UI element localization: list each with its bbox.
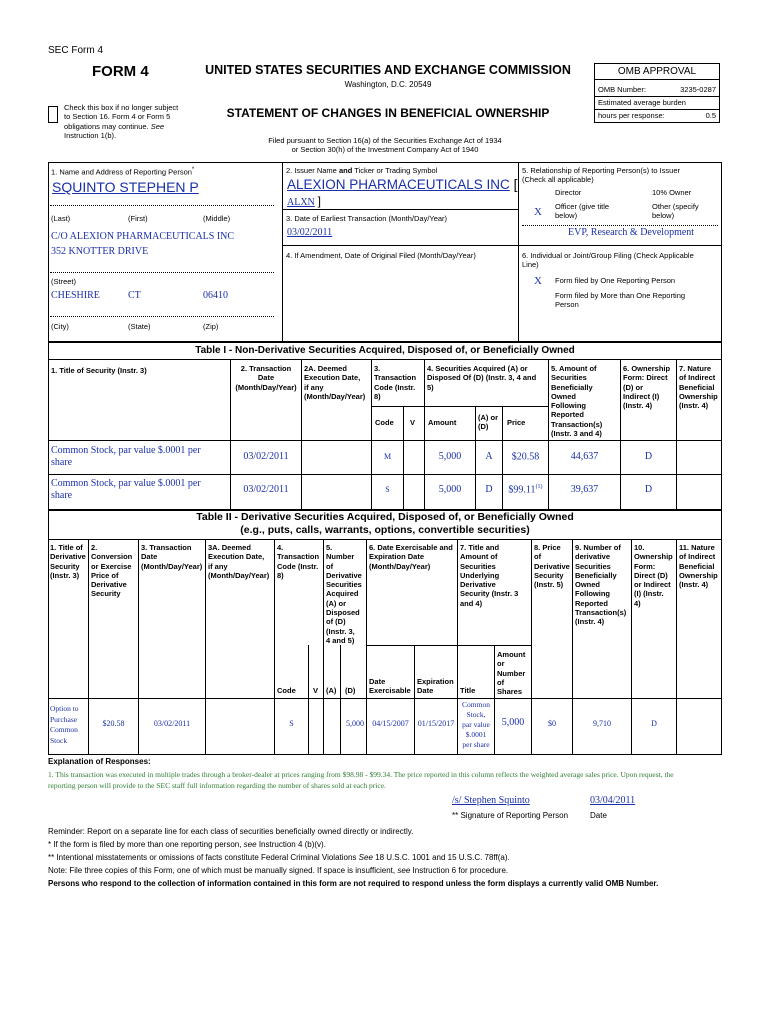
footnote-1: 1. This transaction was executed in multiple trades through a broker-dealer at prices ranging from $98.98 - $99.34. The price reported in this column reflects the weighted average sales price. Upon request, the reporting person will provide to the SEC staff full information regarding the number of shares sold at each price. bbox=[48, 770, 674, 790]
t2-h1: 1. Title of Derivative Security (Instr. 3) bbox=[50, 543, 86, 580]
signature-date: 03/04/2011 bbox=[590, 795, 636, 806]
t2-h11: 11. Nature of Indirect Beneficial Ownership (Instr. 4) bbox=[679, 543, 718, 590]
sec-form-label: SEC Form 4 bbox=[48, 45, 104, 56]
note-omb: Persons who respond to the collection of information contained in this form are not required to respond unless the form displays a currently valid OMB Number. bbox=[48, 879, 659, 888]
t1-r2-owned: 39,637 bbox=[570, 484, 599, 495]
note-reminder: Reminder: Report on a separate line for each class of securities beneficially owned directly or indirectly. bbox=[48, 827, 414, 836]
t1-r1-owned: 44,637 bbox=[570, 451, 599, 462]
signature-name: /s/ Stephen Squinto bbox=[452, 795, 530, 806]
t1-r1-amount: 5,000 bbox=[438, 451, 462, 462]
t1-sub-v: V bbox=[410, 418, 416, 427]
other-label: Other (specify below) bbox=[652, 202, 699, 221]
earliest-transaction-date: 03/02/2011 bbox=[287, 227, 333, 238]
omb-approval-title: OMB APPROVAL bbox=[594, 63, 720, 80]
officer-check-mark[interactable]: X bbox=[534, 206, 542, 218]
t1-h6: 6. Ownership Form: Direct (D) or Indirect (I) (Instr. 4) bbox=[623, 364, 671, 411]
box6-label: 6. Individual or Joint/Group Filing (Check Applicable Line) bbox=[522, 251, 694, 270]
t2-r1-price: $0 bbox=[548, 719, 556, 728]
t2-sub-expiration: Expiration Date bbox=[417, 677, 454, 696]
t1-h2: 2. Transaction Date (Month/Day/Year) bbox=[235, 364, 297, 392]
agency-title: UNITED STATES SECURITIES AND EXCHANGE COMMISSION bbox=[205, 63, 571, 77]
table2-title: Table II - Derivative Securities Acquired, Disposed of, or Beneficially Owned (e.g., puts, calls, warrants, options, convertible securities) bbox=[196, 511, 574, 536]
t2-r1-under-amount: 5,000 bbox=[501, 717, 525, 728]
table1-title: Table I - Non-Derivative Securities Acquired, Disposed of, or Beneficially Owned bbox=[195, 345, 575, 356]
t1-r1-title: Common Stock, par value $.0001 per share bbox=[51, 445, 201, 468]
address-line-1: C/O ALEXION PHARMACEUTICALS INC bbox=[51, 231, 235, 242]
t2-sub-amount: Amount or Number of Shares bbox=[497, 650, 526, 697]
zip-value: 06410 bbox=[203, 290, 228, 301]
first-label: (First) bbox=[128, 214, 148, 223]
omb-burden-label: Estimated average burden bbox=[598, 98, 686, 107]
t2-h3a: 3A. Deemed Execution Date, if any (Month/Day/Year) bbox=[208, 543, 270, 580]
note-copies: Note: File three copies of this Form, one of which must be manually signed. If space is insufficient, see Instruction 6 for procedure. bbox=[48, 866, 509, 875]
t1-r1-code: M bbox=[383, 452, 392, 461]
t1-r1-form: D bbox=[644, 451, 653, 462]
address-line-2: 352 KNOTTER DRIVE bbox=[51, 246, 149, 257]
t2-sub-code: Code bbox=[277, 686, 296, 695]
t2-r1-exercisable: 04/15/2007 bbox=[372, 719, 409, 728]
ticker-symbol: ALXN ] bbox=[287, 194, 321, 208]
filed-pursuant: Filed pursuant to Section 16(a) of the Securities Exchange Act of 1934 or Section 30(h) of the Investment Company Act of 1940 bbox=[268, 136, 502, 155]
t1-h1: 1. Title of Security (Instr. 3) bbox=[51, 366, 147, 375]
t1-h4: 4. Securities Acquired (A) or Disposed Of (D) (Instr. 3, 4 and 5) bbox=[427, 364, 537, 392]
t2-r1-form: D bbox=[651, 719, 657, 728]
agency-city: Washington, D.C. 20549 bbox=[344, 80, 432, 89]
more-persons-label: Form filed by More than One Reporting Person bbox=[555, 291, 686, 310]
officer-label: Officer (give title below) bbox=[555, 202, 610, 221]
t2-h10: 10. Ownership Form: Direct (D) or Indirect (I) (Instr. 4) bbox=[634, 543, 673, 608]
box5-label: 5. Relationship of Reporting Person(s) to Issuer (Check all applicable) bbox=[522, 166, 680, 185]
box4-label: 4. If Amendment, Date of Original Filed (Month/Day/Year) bbox=[286, 251, 476, 260]
t1-r2-price: $99.11$^{(1)}$ bbox=[508, 484, 543, 496]
checkbox-instructions: Check this box if no longer subject to Section 16. Form 4 or Form 5 obligations may continue. See Instruction 1(b). bbox=[64, 103, 179, 140]
t2-sub-d: (D) bbox=[345, 686, 356, 695]
t2-r1-expiration: 01/15/2017 bbox=[417, 719, 455, 728]
box3-label: 3. Date of Earliest Transaction (Month/Day/Year) bbox=[286, 214, 448, 223]
t2-sub-exercisable: Date Exercisable bbox=[369, 677, 411, 696]
issuer-name: ALEXION PHARMACEUTICALS INC [ bbox=[287, 177, 518, 192]
t2-h6: 6. Date Exercisable and Expiration Date (Month/Day/Year) bbox=[369, 543, 453, 571]
t2-h3: 3. Transaction Date (Month/Day/Year) bbox=[141, 543, 203, 571]
t1-r2-form: D bbox=[644, 484, 653, 495]
t1-h7: 7. Nature of Indirect Beneficial Ownership (Instr. 4) bbox=[679, 364, 718, 411]
officer-title: EVP, Research & Development bbox=[568, 227, 695, 238]
t2-r1-conversion: $20.58 bbox=[102, 719, 125, 728]
no-longer-subject-checkbox[interactable] bbox=[48, 106, 58, 123]
city-label: (City) bbox=[51, 322, 69, 331]
street-label: (Street) bbox=[51, 277, 77, 286]
t2-h5: 5. Number of Derivative Securities Acquired (A) or Disposed of (D) (Instr. 3, 4 and 5) bbox=[326, 543, 362, 645]
omb-hours-value: 0.5 bbox=[705, 111, 716, 120]
t1-r2-date: 03/02/2011 bbox=[243, 484, 289, 495]
t2-h7: 7. Title and Amount of Securities Underlying Derivative Security (Instr. 3 and 4) bbox=[460, 543, 519, 608]
date-label: Date bbox=[590, 811, 607, 820]
omb-number-value: 3235-0287 bbox=[680, 85, 716, 94]
explanation-title: Explanation of Responses: bbox=[48, 757, 151, 766]
box2-label: 2. Issuer Name and Ticker or Trading Symbol bbox=[286, 166, 438, 175]
signature-label: ** Signature of Reporting Person bbox=[452, 811, 569, 820]
state-label: (State) bbox=[128, 322, 151, 331]
t2-r1-disposed: 5,000 bbox=[346, 719, 364, 728]
t2-sub-a: (A) bbox=[326, 686, 337, 695]
t1-r1-aord: A bbox=[485, 451, 493, 462]
omb-number-label: OMB Number: bbox=[598, 85, 646, 94]
t1-h5: 5. Amount of Securities Beneficially Owned Following Reported Transaction(s) (Instr. 3 and 4) bbox=[551, 364, 603, 439]
t2-r1-date: 03/02/2011 bbox=[153, 719, 191, 728]
t1-r2-code: S bbox=[385, 485, 390, 494]
t1-sub-code: Code bbox=[375, 418, 394, 427]
box1-label: 1. Name and Address of Reporting Person* bbox=[51, 167, 195, 177]
t1-h2a: 2A. Deemed Execution Date, if any (Month/Day/Year) bbox=[304, 364, 366, 401]
t2-r1-code: S bbox=[289, 719, 294, 728]
t1-sub-amount: Amount bbox=[428, 418, 457, 427]
one-person-check-mark[interactable]: X bbox=[534, 275, 542, 287]
t2-h8: 8. Price of Derivative Security (Instr. 5) bbox=[534, 543, 570, 590]
omb-hours-label: hours per response: bbox=[598, 111, 665, 120]
statement-title: STATEMENT OF CHANGES IN BENEFICIAL OWNERSHIP bbox=[226, 106, 550, 120]
t1-r2-amount: 5,000 bbox=[438, 484, 462, 495]
t2-sub-title: Title bbox=[460, 686, 476, 695]
notes bbox=[48, 825, 658, 890]
ten-pct-owner-label: 10% Owner bbox=[652, 188, 692, 197]
t2-sub-v: V bbox=[313, 686, 319, 695]
note-multiple-persons: * If the form is filed by more than one reporting person, see Instruction 4 (b)(v). bbox=[48, 840, 326, 849]
t1-r1-date: 03/02/2011 bbox=[243, 451, 289, 462]
t2-r1-title: Option to Purchase Common Stock bbox=[50, 704, 79, 745]
t1-h3: 3. Transaction Code (Instr. 8) bbox=[374, 364, 417, 401]
note-misstatements: ** Intentional misstatements or omissions of facts constitute Federal Criminal Violations See 18 U.S.C. 1001 and 15 U.S.C. 78ff(a). bbox=[48, 853, 510, 862]
t2-r1-owned: 9,710 bbox=[593, 719, 611, 728]
form-title: FORM 4 bbox=[92, 63, 149, 80]
reporting-person-name: SQUINTO STEPHEN P bbox=[52, 179, 199, 195]
t2-h4: 4. Transaction Code (Instr. 8) bbox=[277, 543, 320, 580]
t1-r2-aord: D bbox=[485, 484, 493, 495]
t1-sub-price: Price bbox=[507, 418, 526, 427]
middle-label: (Middle) bbox=[203, 214, 231, 223]
state-value: CT bbox=[128, 290, 141, 301]
t2-r1-under-title: Common Stock, par value $.0001 per share bbox=[462, 700, 490, 749]
one-person-label: Form filed by One Reporting Person bbox=[555, 276, 676, 285]
zip-label: (Zip) bbox=[203, 322, 219, 331]
director-label: Director bbox=[555, 188, 582, 197]
t2-h9: 9. Number of derivative Securities Beneficially Owned Following Reported Transaction(s) (Instr. 4) bbox=[575, 543, 627, 627]
t2-h2: 2. Conversion or Exercise Price of Derivative Security bbox=[91, 543, 133, 599]
t1-sub-aord: (A) or (D) bbox=[478, 413, 498, 432]
city-value: CHESHIRE bbox=[51, 290, 100, 301]
last-label: (Last) bbox=[51, 214, 71, 223]
t1-r1-price: $20.58 bbox=[511, 451, 540, 463]
t1-r2-title: Common Stock, par value $.0001 per share bbox=[51, 478, 201, 501]
